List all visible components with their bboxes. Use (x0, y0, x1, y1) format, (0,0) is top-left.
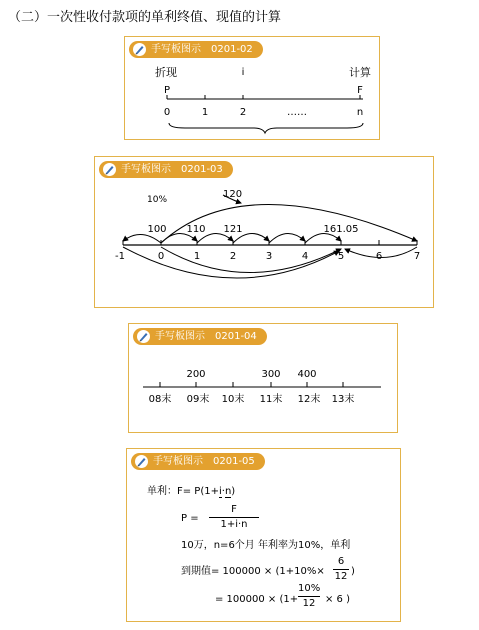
year-end-label: 11末 (259, 394, 283, 405)
formula-n: n (224, 486, 232, 497)
value-label: 110 (186, 224, 206, 235)
cash-flow-value: 300 (261, 369, 281, 380)
tick-label: 2 (239, 107, 247, 118)
year-end-label: 13末 (331, 394, 355, 405)
tick-label: -1 (115, 251, 125, 262)
tick-label: 7 (413, 251, 421, 262)
future-value-symbol: F (357, 85, 363, 96)
section-heading: （二）一次性收付款项的单利终值、现值的计算 (8, 10, 282, 25)
panel-tag-label: 手写板图示 (155, 331, 205, 342)
simple-interest-formula (147, 486, 235, 498)
tick-label: 3 (265, 251, 273, 262)
panel-tag-label: 手写板图示 (121, 164, 171, 175)
panel-tag-label: 手写板图示 (151, 44, 201, 55)
year-end-label: 08末 (148, 394, 172, 405)
timeline-axis (125, 37, 381, 141)
tick-label: 4 (301, 251, 309, 262)
example-conditions: 10万，n=6个月 年利率为10%，单利 (181, 540, 351, 551)
tick-label: n (356, 107, 364, 118)
panel-tag-code: 0201-03 (181, 164, 223, 175)
tick-label: 1 (201, 107, 209, 118)
maturity-value-formula: 到期值= 100000 × (1+10%× (181, 566, 325, 577)
pen-icon (135, 455, 148, 468)
tick-label: 1 (193, 251, 201, 262)
diagram-panel-0201-04 (128, 323, 398, 433)
formula-i: i (218, 486, 222, 497)
panel-tag-code: 0201-02 (211, 44, 253, 55)
rate-label: i (241, 67, 245, 78)
year-end-label: 09末 (186, 394, 210, 405)
value-label: 100 (147, 224, 167, 235)
value-label: 161.05 (323, 224, 359, 235)
formula-prefix: 单利：F= P(1+ (147, 486, 219, 497)
discount-label: 折现 (155, 66, 177, 79)
value-label: 121 (223, 224, 243, 235)
panel-tag-label: 手写板图示 (153, 456, 203, 467)
panel-tag-code: 0201-05 (213, 456, 255, 467)
compute-label: 计算 (349, 66, 371, 79)
formula-close: ) (231, 486, 236, 497)
fraction-denominator: 12 (334, 571, 348, 582)
value-label: 120 (223, 189, 243, 200)
compounding-timeline (95, 157, 435, 309)
fraction-denominator: 1+i·n (220, 519, 248, 530)
year-end-label: 12末 (297, 394, 321, 405)
cash-flow-value: 200 (186, 369, 206, 380)
diagram-panel-0201-02 (124, 36, 380, 140)
tick-label: 0 (157, 251, 165, 262)
formula-dot: · (221, 486, 225, 497)
maturity-value-expansion: = 100000 × (1+ (215, 594, 299, 605)
present-value-fraction (209, 504, 259, 531)
rate-fraction (298, 583, 320, 610)
year-end-label: 10末 (221, 394, 245, 405)
present-value-symbol: P (163, 85, 171, 96)
tick-label: 6 (375, 251, 383, 262)
present-value-lhs: P = (181, 513, 199, 524)
tick-label: 2 (229, 251, 237, 262)
cash-flow-value: 400 (297, 369, 317, 380)
formula-close: ) (351, 566, 355, 577)
fraction-numerator: 6 (337, 556, 345, 567)
panel-tag (131, 453, 265, 470)
panel-tag-code: 0201-04 (215, 331, 257, 342)
year-end-axis (129, 324, 399, 434)
fraction-numerator: F (231, 504, 237, 515)
month-fraction (333, 556, 349, 583)
formula-panel-0201-05 (126, 448, 401, 622)
formula-close: × 6 ) (325, 594, 350, 605)
fraction-denominator: 12 (302, 598, 316, 609)
tick-label: 0 (163, 107, 171, 118)
diagram-panel-0201-03 (94, 156, 434, 308)
tick-label: 5 (337, 251, 345, 262)
tick-label: …… (287, 107, 307, 118)
fraction-numerator: 10% (298, 583, 321, 594)
interest-rate: 10% (147, 195, 168, 205)
